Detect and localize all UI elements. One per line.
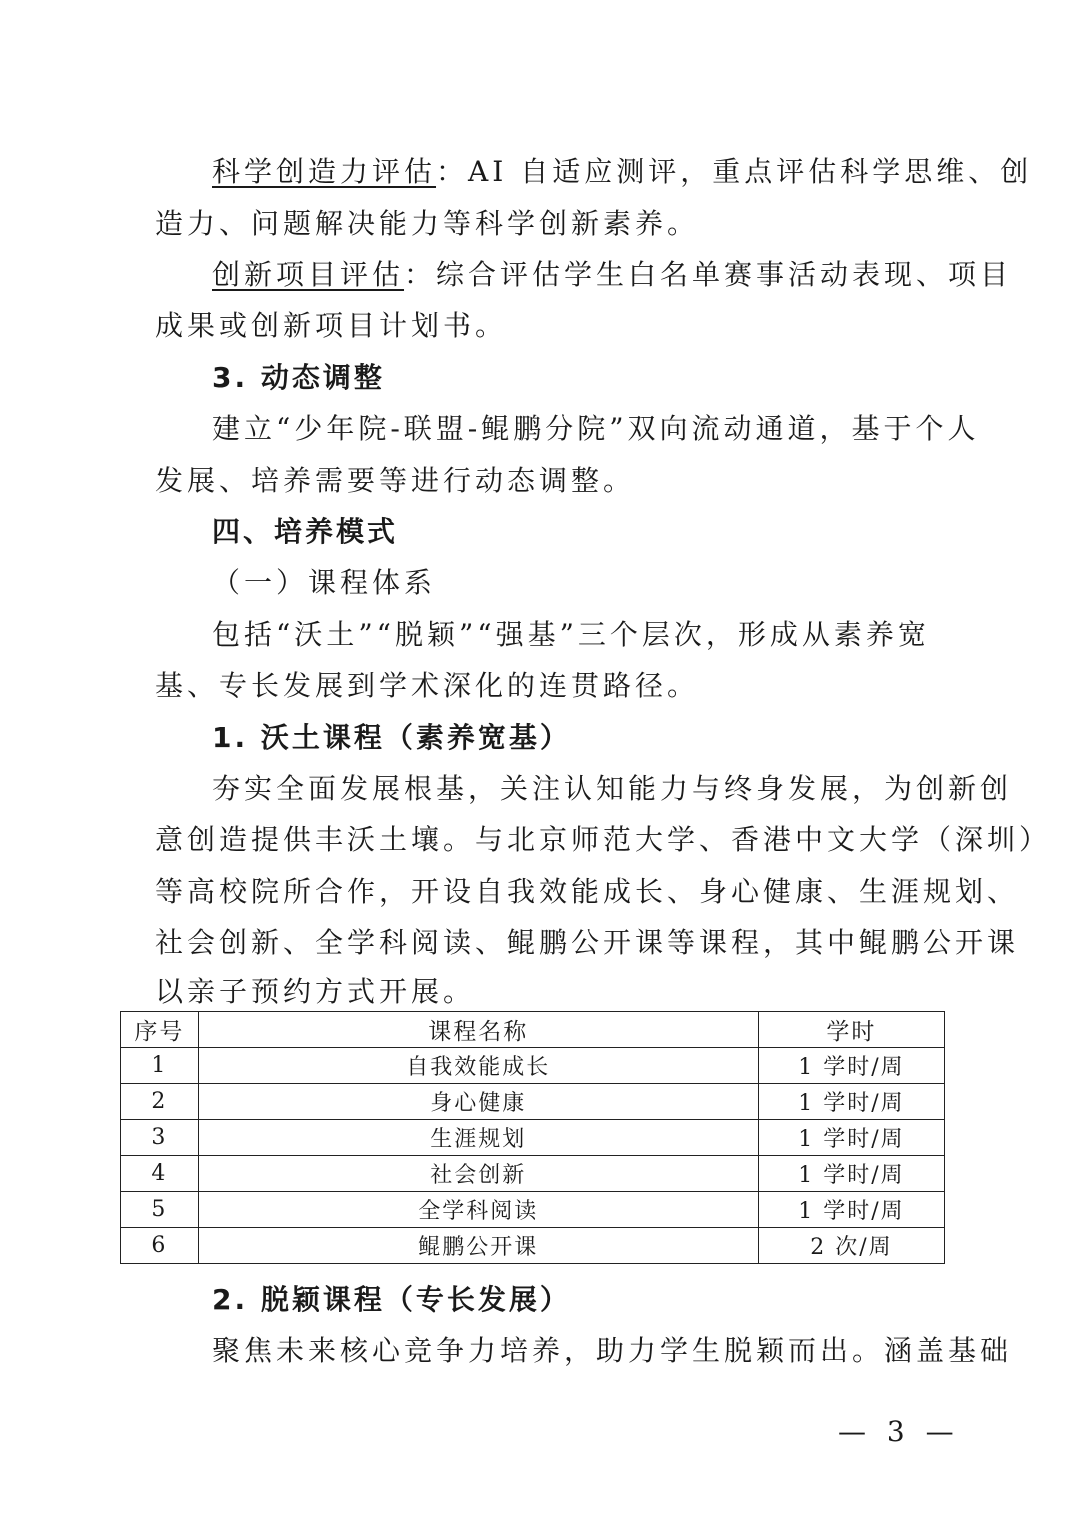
cell-course-name: 身心健康: [198, 1084, 758, 1120]
heading-training-mode: 四、培养模式: [212, 515, 399, 548]
proj-eval-line-2: 成果或创新项目计划书。: [155, 309, 508, 342]
table-row: [121, 1192, 945, 1228]
table-row: [121, 1084, 945, 1120]
sci-eval-line-1: [212, 155, 1033, 189]
heading-wotu-course: 1. 沃土课程（素养宽基）: [212, 721, 571, 754]
cell-index: 5: [121, 1192, 199, 1228]
cell-hours: 2 次/周: [758, 1228, 944, 1264]
header-hours: 学时: [758, 1012, 944, 1048]
dynamic-line-1: 建立“少年院-联盟-鲲鹏分院”双向流动通道，基于个人: [212, 412, 980, 445]
heading-dynamic-adjust: 3. 动态调整: [212, 361, 385, 394]
course-table: [120, 1011, 945, 1264]
table-row: [121, 1048, 945, 1084]
table-row: [121, 1228, 945, 1264]
cell-hours: 1 学时/周: [758, 1084, 944, 1120]
table-row: [121, 1156, 945, 1192]
curriculum-line-2: 基、专长发展到学术深化的连贯路径。: [155, 669, 700, 702]
header-course-name: 课程名称: [198, 1012, 758, 1048]
cell-course-name: 生涯规划: [198, 1120, 758, 1156]
cell-hours: 1 学时/周: [758, 1120, 944, 1156]
cell-course-name: 鲲鹏公开课: [198, 1228, 758, 1264]
curriculum-line-1: 包括“沃土”“脱颖”“强基”三个层次，形成从素养宽: [212, 618, 930, 651]
cell-index: 6: [121, 1228, 199, 1264]
cell-course-name: 全学科阅读: [198, 1192, 758, 1228]
cell-index: 3: [121, 1120, 199, 1156]
sci-eval-line-2: 造力、问题解决能力等科学创新素养。: [155, 207, 700, 240]
wotu-line-2: 意创造提供丰沃土壤。与北京师范大学、香港中文大学（深圳）: [155, 823, 1052, 856]
cell-index: 4: [121, 1156, 199, 1192]
sci-eval-text: ：AI 自适应测评，重点评估科学思维、创: [436, 155, 1033, 188]
wotu-line-5: 以亲子预约方式开展。: [155, 975, 476, 1008]
proj-eval-text: ：综合评估学生白名单赛事活动表现、项目: [404, 258, 1013, 291]
table-row: [121, 1120, 945, 1156]
header-index: 序号: [121, 1012, 199, 1048]
cell-course-name: 社会创新: [198, 1156, 758, 1192]
wotu-line-4: 社会创新、全学科阅读、鲲鹏公开课等课程，其中鲲鹏公开课: [155, 926, 1020, 959]
sci-eval-label: 科学创造力评估: [212, 155, 437, 188]
cell-course-name: 自我效能成长: [198, 1048, 758, 1084]
page-number: — 3 —: [838, 1415, 960, 1448]
tuoying-line-1: 聚焦未来核心竞争力培养，助力学生脱颖而出。涵盖基础: [212, 1334, 1013, 1367]
cell-hours: 1 学时/周: [758, 1156, 944, 1192]
cell-hours: 1 学时/周: [758, 1192, 944, 1228]
dynamic-line-2: 发展、培养需要等进行动态调整。: [155, 464, 636, 497]
cell-hours: 1 学时/周: [758, 1048, 944, 1084]
cell-index: 1: [121, 1048, 199, 1084]
wotu-line-1: 夯实全面发展根基，关注认知能力与终身发展，为创新创: [212, 772, 1013, 805]
cell-index: 2: [121, 1084, 199, 1120]
heading-curriculum: （一）课程体系: [212, 566, 437, 599]
wotu-line-3: 等高校院所合作，开设自我效能成长、身心健康、生涯规划、: [155, 875, 1020, 908]
proj-eval-line-1: [212, 258, 1013, 292]
table-header-row: [121, 1012, 945, 1048]
proj-eval-label: 创新项目评估: [212, 258, 405, 291]
heading-tuoying-course: 2. 脱颖课程（专长发展）: [212, 1283, 571, 1316]
